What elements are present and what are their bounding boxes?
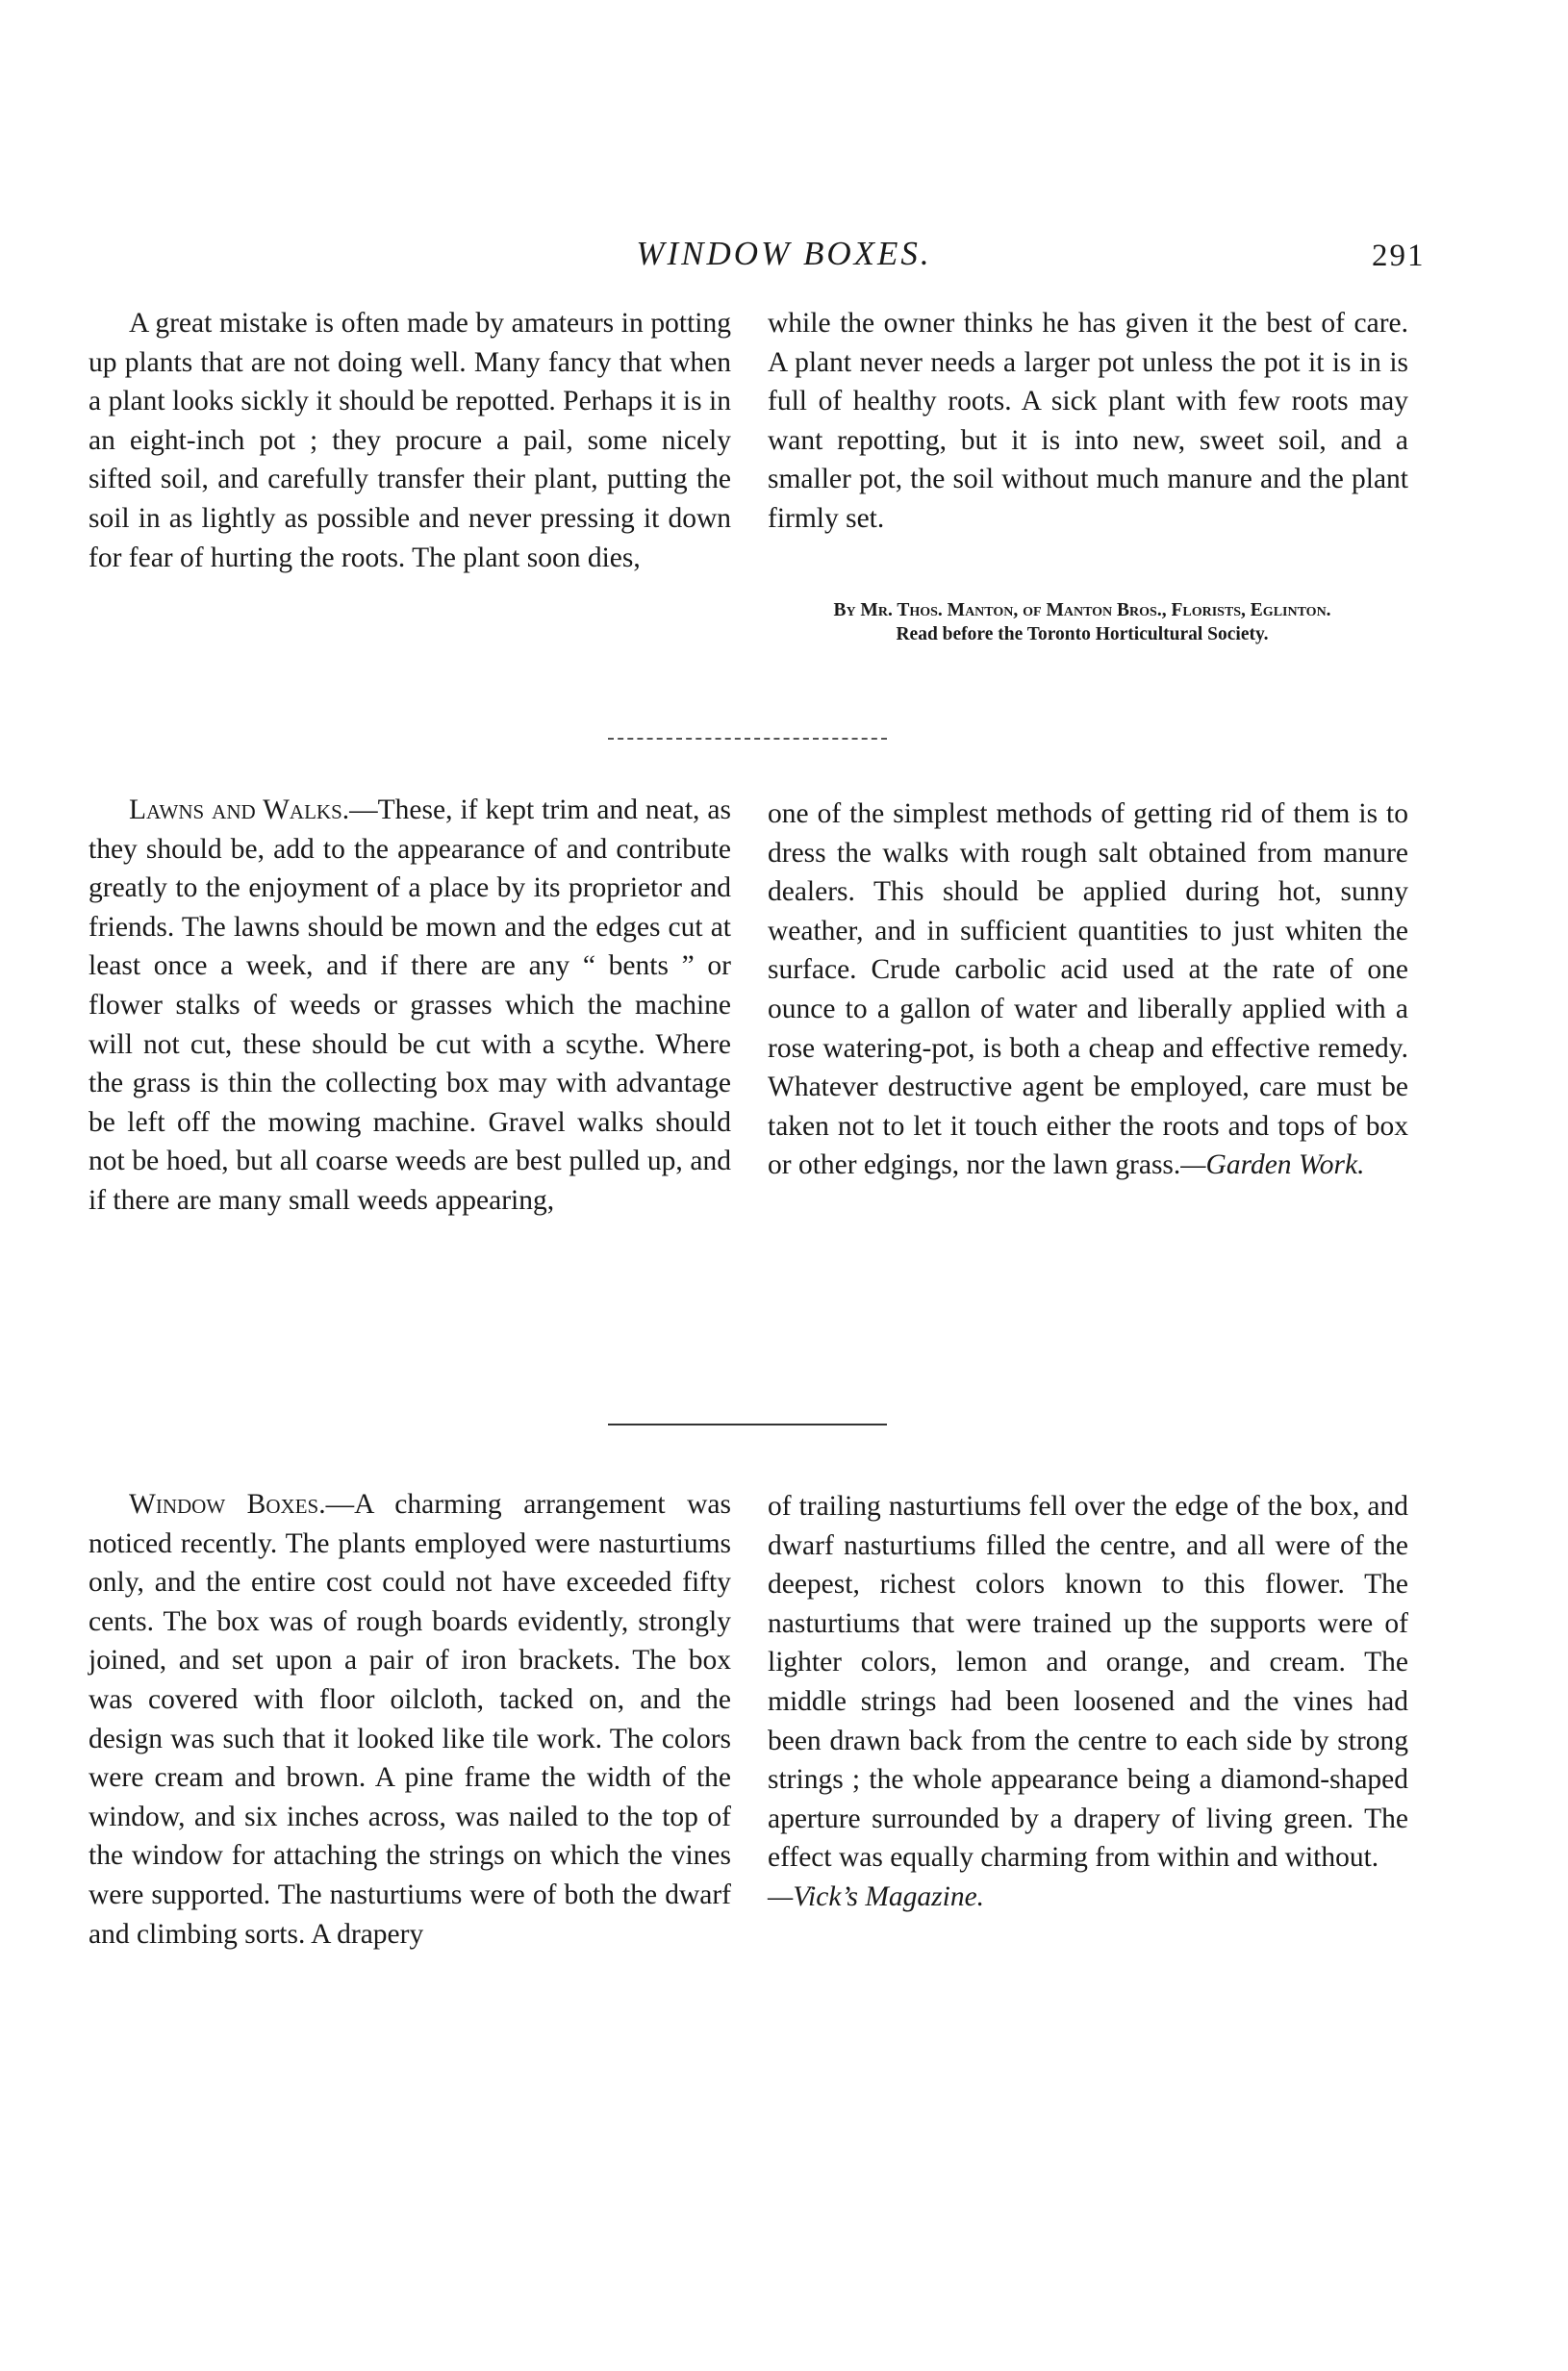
repotting-right-column xyxy=(768,304,1408,539)
window-boxes-right-text: of trailing nasturtiums fell over the edge of the box, and dwarf nasturtiums filled the centre, and all were of the deepest, richest colors known to this flower. The nasturtiums that were trained up the supports were of lighter colors, lemon and orange, and cream. The middle strings had been loosened and the vines had been drawn back from the centre to each side by strong strings ; the whole appearance being a diamond-shaped aperture surrounded by a drapery of living green. The effect was equally charming from within and without. xyxy=(768,1491,1408,1874)
repotting-right-paragraph: while the owner thinks he has given it the best of care. A plant never needs a larger pot unless the pot it is in is full of healthy roots. A sick plant with few roots may want repotting, but it is into new, sweet soil, and a smaller pot, the soil without much manure and the plant firmly set. xyxy=(768,308,1408,534)
lawns-left-text: —These, if kept trim and neat, as they should be, add to the appearance of and contribute greatly to the enjoyment of a place by its proprietor and friends. The lawns should be mown and the edges cut at least once a week, and if there are any “ bents ” or flower stalks of weeds or grasses which the machine will not cut, these should be cut with a scythe. Where the grass is thin the collecting box may with advantage be left off the mowing machine. Gravel walks should not be hoed, but all coarse weeds are best pulled up, and if there are many small weeds appearing, xyxy=(89,795,731,1216)
section-divider-2 xyxy=(608,1424,887,1425)
lawns-left-column xyxy=(89,791,731,1221)
window-boxes-left-column xyxy=(89,1485,731,1954)
lawns-left-paragraph xyxy=(89,791,731,1221)
lawns-right-column xyxy=(768,795,1408,1185)
lawns-right-text: one of the simplest methods of getting rid of them is to dress the walks with rough salt obtained from manure dealers. This should be applied during hot, sunny weather, and in sufficient quantities to just whiten the surface. Crude carbolic acid used at the rate of one ounce to a gallon of water and liberally applied with a rose watering-pot, is both a cheap and effective remedy. Whatever destructive agent be employed, care must be taken not to let it touch either the roots and tops of box or other edgings, nor the lawn grass. xyxy=(768,798,1408,1181)
window-boxes-heading: Window Boxes. xyxy=(129,1489,326,1520)
repotting-left-paragraph: A great mistake is often made by amateurs in potting up plants that are not doing well. Many fancy that when a plant looks sickly it should be repotted. Perhaps it is in an eight-inch pot ; they procure a pail, some nicely sifted soil, and carefully transfer their plant, putting the soil in as lightly as possible and never pressing it down for fear of hurting the roots. The plant soon dies, xyxy=(89,308,731,573)
window-boxes-left-text: —A charming arrangement was noticed recently. The plants employed were nasturtiums only, and the entire cost could not have exceeded fifty cents. The box was of rough boards evidently, strongly joined, and set upon a pair of iron brackets. The box was covered with floor oilcloth, tacked on, and the design was such that it looked like tile work. The colors were cream and brown. A pine frame the width of the window, and six inches across, was nailed to the top of the window for attaching the strings on which the vines were supported. The nasturtiums were of both the dwarf and climbing sorts. A drapery xyxy=(89,1489,732,1950)
page-number: 291 xyxy=(1372,239,1426,273)
window-boxes-left-paragraph xyxy=(89,1485,731,1954)
lawns-right-paragraph xyxy=(768,795,1408,1185)
window-boxes-source: —Vick’s Magazine. xyxy=(768,1880,985,1912)
credit-author-line: By Mr. Thos. Manton, of Manton Bros., Florists, Eglinton. xyxy=(833,600,1331,620)
section-divider-1 xyxy=(608,738,887,740)
lawns-heading: Lawns and Walks. xyxy=(129,795,350,825)
window-boxes-right-column xyxy=(768,1487,1408,1917)
running-title: WINDOW BOXES. xyxy=(636,235,932,272)
lawns-source: —Garden Work. xyxy=(1180,1149,1365,1181)
repotting-left-column xyxy=(89,304,731,577)
window-boxes-right-paragraph xyxy=(768,1487,1408,1917)
credit-society-line: Read before the Toronto Horticultural Society. xyxy=(896,624,1269,644)
repotting-credit xyxy=(760,598,1404,646)
